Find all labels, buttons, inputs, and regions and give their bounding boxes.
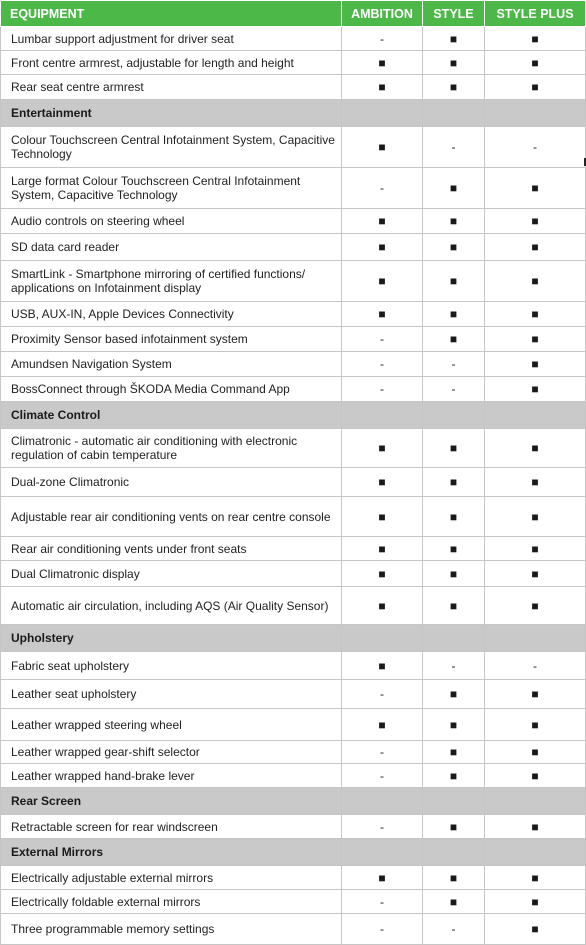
section-cell-ambition — [342, 839, 423, 866]
availability-style-plus: - — [485, 652, 586, 680]
feature-label: Leather wrapped steering wheel — [1, 709, 342, 741]
availability-ambition: - — [342, 27, 423, 51]
availability-style-plus: ■ — [485, 27, 586, 51]
availability-style-plus: ■ — [485, 890, 586, 914]
feature-label: Amundsen Navigation System — [1, 352, 342, 377]
section-cell-ambition — [342, 625, 423, 652]
table-row — [1, 497, 586, 537]
availability-style-plus: ■ — [485, 866, 586, 890]
section-title: External Mirrors — [1, 839, 342, 866]
availability-ambition: ■ — [342, 75, 423, 100]
feature-label: Climatronic - automatic air conditioning with electronic regulation of cabin temperature — [1, 429, 342, 468]
availability-style: ■ — [423, 709, 485, 741]
feature-label: Rear air conditioning vents under front seats — [1, 537, 342, 561]
availability-style-plus: ■ — [485, 537, 586, 561]
feature-label: Electrically adjustable external mirrors — [1, 866, 342, 890]
feature-label: Retractable screen for rear windscreen — [1, 815, 342, 839]
availability-style: ■ — [423, 815, 485, 839]
availability-ambition: - — [342, 680, 423, 709]
availability-ambition: ■ — [342, 234, 423, 261]
availability-style: - — [423, 127, 485, 168]
availability-style-plus: ■ — [485, 741, 586, 764]
availability-ambition: - — [342, 764, 423, 788]
table-row — [1, 234, 586, 261]
feature-label: SmartLink - Smartphone mirroring of certified functions/ applications on Infotainment display — [1, 261, 342, 302]
table-row — [1, 327, 586, 352]
availability-ambition: ■ — [342, 587, 423, 625]
section-cell-ambition — [342, 402, 423, 429]
table-row — [1, 741, 586, 764]
feature-label: Adjustable rear air conditioning vents on rear centre console — [1, 497, 342, 537]
availability-style: ■ — [423, 680, 485, 709]
table-row — [1, 587, 586, 625]
header-ambition: AMBITION — [342, 1, 423, 27]
availability-ambition: ■ — [342, 261, 423, 302]
availability-style-plus: ■ — [485, 709, 586, 741]
table-row — [1, 75, 586, 100]
table-row — [1, 890, 586, 914]
availability-style: ■ — [423, 537, 485, 561]
availability-style: ■ — [423, 741, 485, 764]
availability-style: ■ — [423, 561, 485, 587]
availability-ambition: ■ — [342, 561, 423, 587]
availability-style: ■ — [423, 890, 485, 914]
feature-label: Proximity Sensor based infotainment system — [1, 327, 342, 352]
availability-ambition: ■ — [342, 209, 423, 234]
availability-ambition: ■ — [342, 51, 423, 75]
header-row — [1, 1, 586, 27]
table-row — [1, 127, 586, 168]
table-row — [1, 352, 586, 377]
section-title: Rear Screen — [1, 788, 342, 815]
feature-label: Audio controls on steering wheel — [1, 209, 342, 234]
section-row — [1, 625, 586, 652]
availability-ambition: ■ — [342, 468, 423, 497]
section-cell-ambition — [342, 788, 423, 815]
availability-ambition: - — [342, 168, 423, 209]
availability-style-plus: ■ — [485, 209, 586, 234]
section-row — [1, 100, 586, 127]
availability-style-plus: ■ — [485, 497, 586, 537]
feature-label: Electrically foldable external mirrors — [1, 890, 342, 914]
availability-style-plus: ■ — [485, 764, 586, 788]
availability-style-plus: ■ — [485, 168, 586, 209]
availability-style: ■ — [423, 429, 485, 468]
availability-ambition: ■ — [342, 127, 423, 168]
section-row — [1, 839, 586, 866]
section-cell-style — [423, 788, 485, 815]
availability-style: - — [423, 352, 485, 377]
availability-ambition: ■ — [342, 497, 423, 537]
table-row — [1, 709, 586, 741]
availability-style-plus: ■ — [485, 468, 586, 497]
availability-ambition: ■ — [342, 429, 423, 468]
section-cell-ambition — [342, 100, 423, 127]
table-row — [1, 561, 586, 587]
feature-label: SD data card reader — [1, 234, 342, 261]
feature-label: Rear seat centre armrest — [1, 75, 342, 100]
section-cell-style-plus — [485, 788, 586, 815]
availability-style-plus: ■ — [485, 429, 586, 468]
table-row — [1, 261, 586, 302]
section-cell-style — [423, 100, 485, 127]
availability-style: ■ — [423, 866, 485, 890]
table-row — [1, 302, 586, 327]
feature-label: USB, AUX-IN, Apple Devices Connectivity — [1, 302, 342, 327]
table-row — [1, 468, 586, 497]
availability-style: ■ — [423, 764, 485, 788]
availability-style: ■ — [423, 587, 485, 625]
table-row — [1, 764, 586, 788]
table-row — [1, 815, 586, 839]
availability-style: ■ — [423, 234, 485, 261]
availability-style-plus: ■ — [485, 561, 586, 587]
availability-style-plus: ■ — [485, 51, 586, 75]
feature-label: Dual-zone Climatronic — [1, 468, 342, 497]
table-row — [1, 652, 586, 680]
table-row — [1, 866, 586, 890]
header-style: STYLE — [423, 1, 485, 27]
table-row — [1, 51, 586, 75]
section-cell-style-plus — [485, 402, 586, 429]
availability-style: ■ — [423, 75, 485, 100]
availability-style-plus: ■ — [485, 815, 586, 839]
section-row — [1, 788, 586, 815]
availability-ambition: - — [342, 914, 423, 945]
table-row — [1, 168, 586, 209]
availability-style: ■ — [423, 327, 485, 352]
availability-ambition: ■ — [342, 302, 423, 327]
availability-style: ■ — [423, 497, 485, 537]
feature-label: Large format Colour Touchscreen Central Infotainment System, Capacitive Technology — [1, 168, 342, 209]
section-cell-style-plus — [485, 625, 586, 652]
availability-ambition: - — [342, 377, 423, 402]
feature-label: Leather seat upholstery — [1, 680, 342, 709]
section-title: Entertainment — [1, 100, 342, 127]
header-style-plus: STYLE PLUS — [485, 1, 586, 27]
availability-style: - — [423, 652, 485, 680]
table-row — [1, 429, 586, 468]
feature-label: Colour Touchscreen Central Infotainment System, Capacitive Technology — [1, 127, 342, 168]
table-row — [1, 377, 586, 402]
table-row — [1, 27, 586, 51]
table-row — [1, 209, 586, 234]
feature-label: BossConnect through ŠKODA Media Command App — [1, 377, 342, 402]
availability-style: ■ — [423, 27, 485, 51]
table-row — [1, 680, 586, 709]
feature-label: Automatic air circulation, including AQS (Air Quality Sensor) — [1, 587, 342, 625]
availability-ambition: ■ — [342, 866, 423, 890]
header-equipment: EQUIPMENT — [1, 1, 342, 27]
feature-label: Leather wrapped hand-brake lever — [1, 764, 342, 788]
availability-style-plus: ■ — [485, 587, 586, 625]
section-row — [1, 402, 586, 429]
availability-ambition: ■ — [342, 537, 423, 561]
section-cell-style — [423, 402, 485, 429]
feature-label: Lumbar support adjustment for driver seat — [1, 27, 342, 51]
section-cell-style — [423, 625, 485, 652]
availability-style-plus: ■ — [485, 327, 586, 352]
availability-style: ■ — [423, 51, 485, 75]
table-row — [1, 914, 586, 945]
feature-label: Front centre armrest, adjustable for length and height — [1, 51, 342, 75]
availability-style: ■ — [423, 302, 485, 327]
availability-style: ■ — [423, 468, 485, 497]
section-title: Climate Control — [1, 402, 342, 429]
availability-ambition: - — [342, 327, 423, 352]
availability-ambition: - — [342, 815, 423, 839]
section-cell-style — [423, 839, 485, 866]
table-header — [1, 1, 586, 27]
table-body — [1, 27, 586, 945]
availability-ambition: - — [342, 741, 423, 764]
availability-style-plus: ■ — [485, 234, 586, 261]
availability-style: ■ — [423, 209, 485, 234]
section-title: Upholstery — [1, 625, 342, 652]
availability-ambition: - — [342, 890, 423, 914]
feature-label: Leather wrapped gear-shift selector — [1, 741, 342, 764]
availability-style-plus: ■ — [485, 377, 586, 402]
availability-style: ■ — [423, 168, 485, 209]
availability-ambition: ■ — [342, 709, 423, 741]
availability-ambition: ■ — [342, 652, 423, 680]
availability-style-plus: ■ — [485, 352, 586, 377]
section-cell-style-plus — [485, 100, 586, 127]
availability-style-plus: ■ — [485, 914, 586, 945]
availability-style-plus: ■ — [485, 261, 586, 302]
availability-style-plus: ■ — [485, 302, 586, 327]
availability-style: ■ — [423, 261, 485, 302]
availability-style-plus: - — [485, 127, 586, 168]
availability-style-plus: ■ — [485, 75, 586, 100]
availability-style: - — [423, 914, 485, 945]
feature-label: Dual Climatronic display — [1, 561, 342, 587]
availability-style: - — [423, 377, 485, 402]
feature-label: Three programmable memory settings — [1, 914, 342, 945]
section-cell-style-plus — [485, 839, 586, 866]
availability-ambition: - — [342, 352, 423, 377]
feature-label: Fabric seat upholstery — [1, 652, 342, 680]
table-row — [1, 537, 586, 561]
availability-style-plus: ■ — [485, 680, 586, 709]
